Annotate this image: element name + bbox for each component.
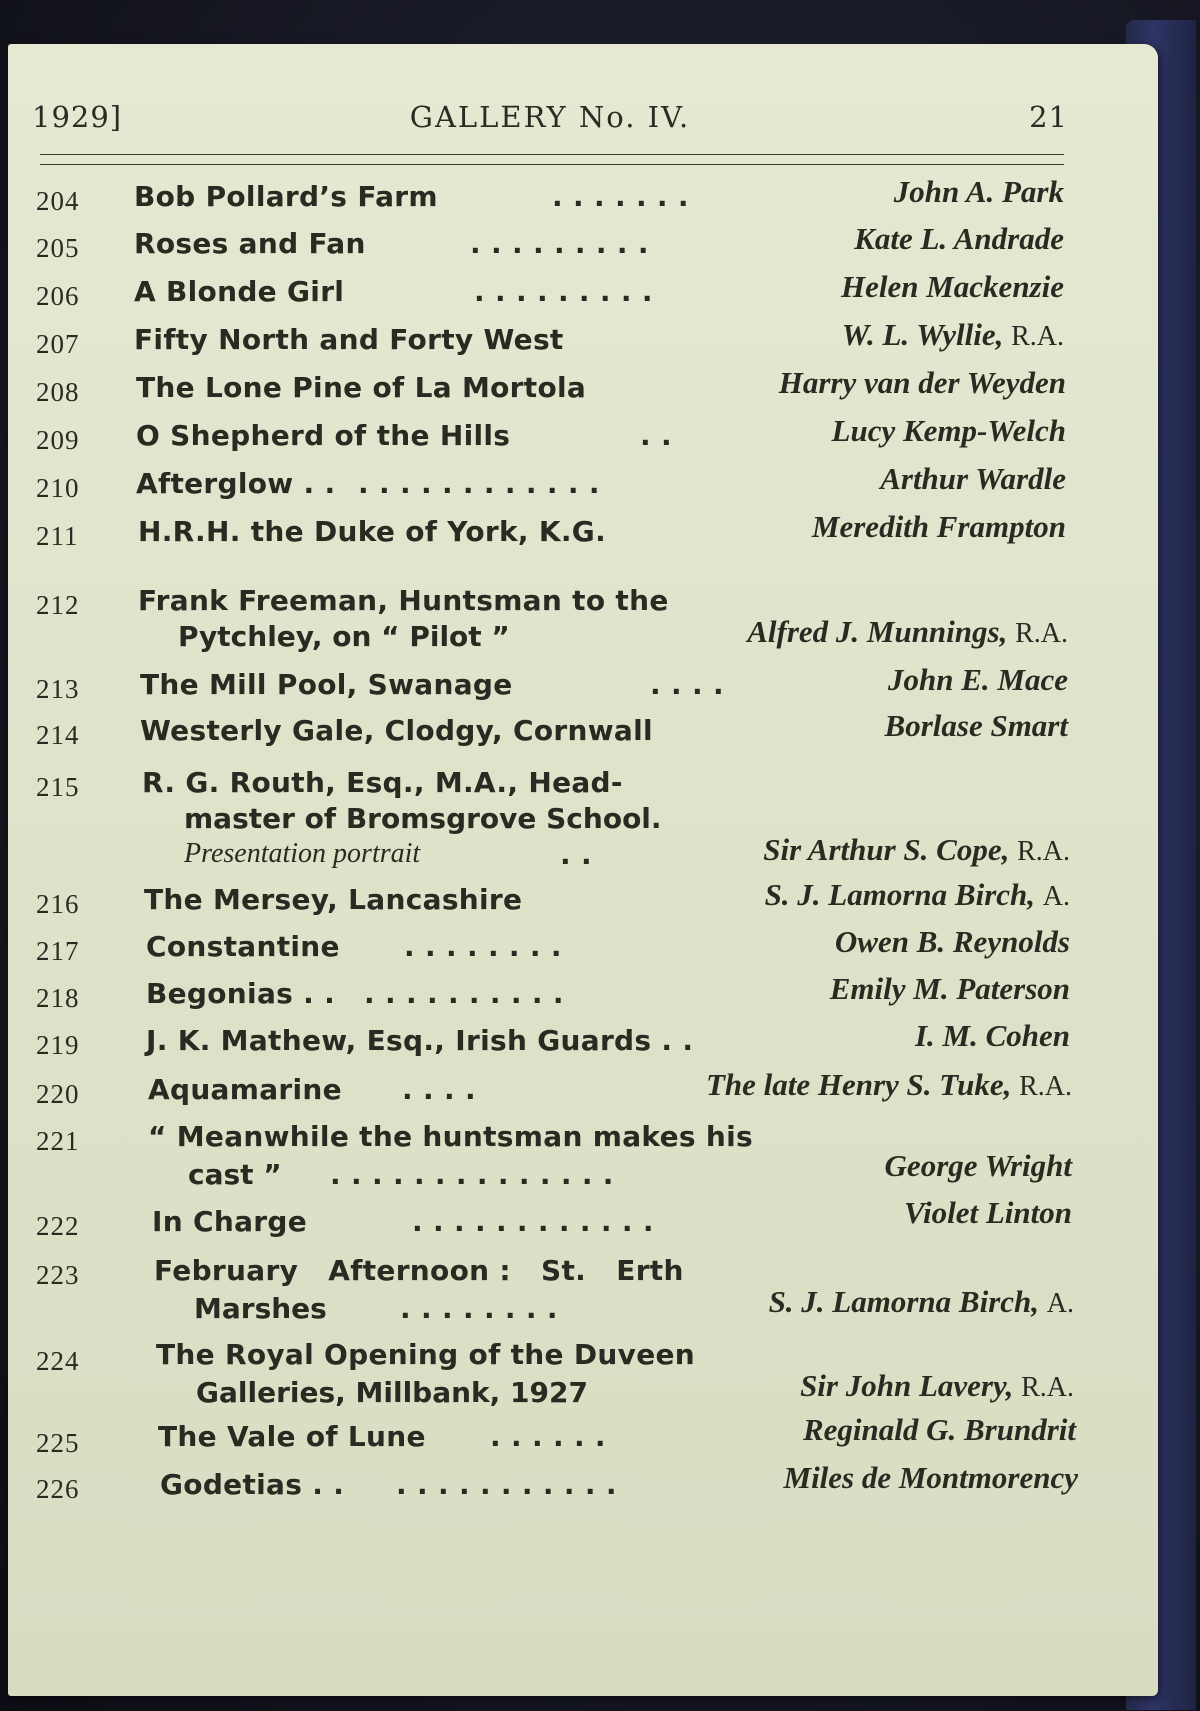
entry-title: Roses and Fan [134,227,366,260]
entry-artist [706,1067,1072,1103]
entry-title: Afterglow . . [136,467,336,500]
entry-artist [784,1460,1079,1496]
artist-suffix: R.A. [1015,618,1068,649]
entry-artist [888,662,1068,698]
dot-leader: . . . . . . . . . [470,227,649,260]
artist-name: Kate L. Andrade [854,221,1064,256]
entry-title: The Vale of Lune [158,1420,426,1453]
entry-number: 224 [36,1346,80,1376]
entry-title: February Afternoon : St. Erth [154,1254,684,1287]
entry-subtitle: Presentation portrait [184,838,421,869]
artist-name: Owen B. Reynolds [834,924,1070,959]
entry-title: “ Meanwhile the huntsman makes his [148,1120,753,1153]
entry-title: Godetias . . [160,1468,345,1501]
artist-name: John A. Park [893,174,1064,209]
entry-number: 207 [36,329,80,359]
entry-title: Westerly Gale, Clodgy, Cornwall [140,714,653,747]
entry-artist [779,365,1066,401]
entry-title: The Mersey, Lancashire [144,883,523,916]
page-title: GALLERY No. IV. [409,100,691,134]
dot-leader: . . . . [650,668,724,701]
entry-artist [812,509,1066,545]
dot-leader: . . . . . . . . . . [364,977,564,1010]
artist-name: Sir Arthur S. Cope, [763,832,1010,867]
entry-number: 222 [36,1211,80,1241]
entry-artist [765,877,1070,913]
entry-number: 218 [36,983,80,1013]
entry-number: 213 [36,674,80,704]
artist-name: I. M. Cohen [914,1018,1070,1053]
dot-leader: . . . . . . . . . . . . . . [330,1158,614,1191]
entry-title-continued: Galleries, Millbank, 1927 [196,1376,588,1409]
entry-number: 221 [36,1126,80,1156]
entry-artist [830,971,1070,1007]
dot-leader: . . [560,838,592,871]
entry-artist [885,1148,1072,1184]
entry-number: 211 [36,521,79,551]
entry-number: 214 [36,720,80,750]
entry-title: A Blonde Girl [134,275,345,308]
page-number: 21 [1029,100,1068,134]
entry-title: J. K. Mathew, Esq., Irish Guards . . [146,1024,694,1057]
artist-suffix: A. [1042,881,1070,912]
artist-name: W. L. Wyllie, [841,317,1004,352]
entry-artist [880,461,1066,497]
entry-title: In Charge [152,1205,308,1238]
dot-leader: . . . . [402,1073,476,1106]
artist-suffix: R.A. [1019,1071,1072,1102]
artist-suffix: R.A. [1021,1372,1074,1403]
entry-number: 206 [36,281,80,311]
entry-artist [835,924,1070,960]
artist-name: Lucy Kemp-Welch [831,413,1066,448]
artist-name: Alfred J. Munnings, [747,614,1008,649]
entry-artist [842,317,1064,353]
entry-number: 212 [36,590,80,620]
dot-leader: . . . . . . . . . [474,275,653,308]
entry-number: 216 [36,889,80,919]
entry-number: 220 [36,1079,80,1109]
entry-title: H.R.H. the Duke of York, K.G. [138,515,607,548]
artist-name: John E. Mace [888,662,1068,697]
entry-title: Constantine [146,930,340,963]
entry-number: 226 [36,1474,80,1504]
entry-title: Bob Pollard’s Farm [134,180,438,213]
entry-title: Begonias . . [146,977,336,1010]
entry-artist [747,614,1068,650]
entry-artist [885,708,1068,744]
entry-number: 205 [36,233,80,263]
entry-number: 210 [36,473,80,503]
entry-artist [915,1018,1070,1054]
artist-name: Violet Linton [904,1195,1072,1230]
entry-artist [803,1412,1076,1448]
dot-leader: . . . . . . . . [400,1292,558,1325]
entry-number: 219 [36,1030,80,1060]
artist-name: Emily M. Paterson [829,971,1070,1006]
entry-number: 223 [36,1260,80,1290]
entry-title: Aquamarine [148,1073,342,1106]
artist-name: Borlase Smart [884,708,1068,743]
artist-name: Harry van der Weyden [778,365,1066,400]
artist-name: The late Henry S. Tuke, [705,1067,1012,1102]
dot-leader: . . . . . . [490,1420,606,1453]
dot-leader: . . [640,419,672,452]
dot-leader: . . . . . . . . . . . . [412,1205,654,1238]
entry-number: 209 [36,425,80,455]
entry-title: Fifty North and Forty West [134,323,564,356]
entry-artist [904,1195,1072,1231]
entry-title-continued: Marshes [194,1292,327,1325]
entry-title: Frank Freeman, Huntsman to the [138,584,669,617]
entry-artist [841,269,1064,305]
artist-name: S. J. Lamorna Birch, [764,877,1036,912]
entry-title-continued: Pytchley, on “ Pilot ” [178,620,510,653]
entry-artist [763,832,1070,868]
entry-title: The Mill Pool, Swanage [140,668,513,701]
entry-number: 204 [36,186,80,216]
artist-suffix: A. [1046,1288,1074,1319]
entry-title: R. G. Routh, Esq., M.A., Head- [142,766,623,799]
artist-name: Meredith Frampton [811,509,1066,544]
header-year: 1929] [32,100,123,134]
entry-number: 217 [36,936,80,966]
artist-suffix: R.A. [1017,836,1070,867]
entry-title: The Royal Opening of the Duveen [156,1338,696,1371]
entry-number: 225 [36,1428,80,1458]
entry-title: O Shepherd of the Hills [136,419,511,452]
artist-name: Reginald G. Brundrit [802,1412,1076,1447]
artist-name: Arthur Wardle [880,461,1066,496]
entry-title-continued: master of Bromsgrove School. [184,802,662,835]
entry-artist [800,1368,1074,1404]
entry-artist [854,221,1064,257]
entry-title: The Lone Pine of La Mortola [136,371,587,404]
artist-name: S. J. Lamorna Birch, [768,1284,1040,1319]
entry-artist [832,413,1066,449]
entry-title-continued: cast ” [188,1158,282,1191]
artist-suffix: R.A. [1011,321,1064,352]
entry-number: 215 [36,772,80,802]
dot-leader: . . . . . . . . [404,930,562,963]
entry-number: 208 [36,377,80,407]
entry-artist [894,174,1064,210]
dot-leader: . . . . . . . [552,180,689,213]
entry-artist [769,1284,1074,1320]
artist-name: Helen Mackenzie [841,269,1064,304]
dot-leader: . . . . . . . . . . . [396,1468,617,1501]
artist-name: George Wright [884,1148,1072,1183]
artist-name: Miles de Montmorency [783,1460,1078,1495]
dot-leader: . . . . . . . . . . . . [358,467,600,500]
artist-name: Sir John Lavery, [800,1368,1014,1403]
